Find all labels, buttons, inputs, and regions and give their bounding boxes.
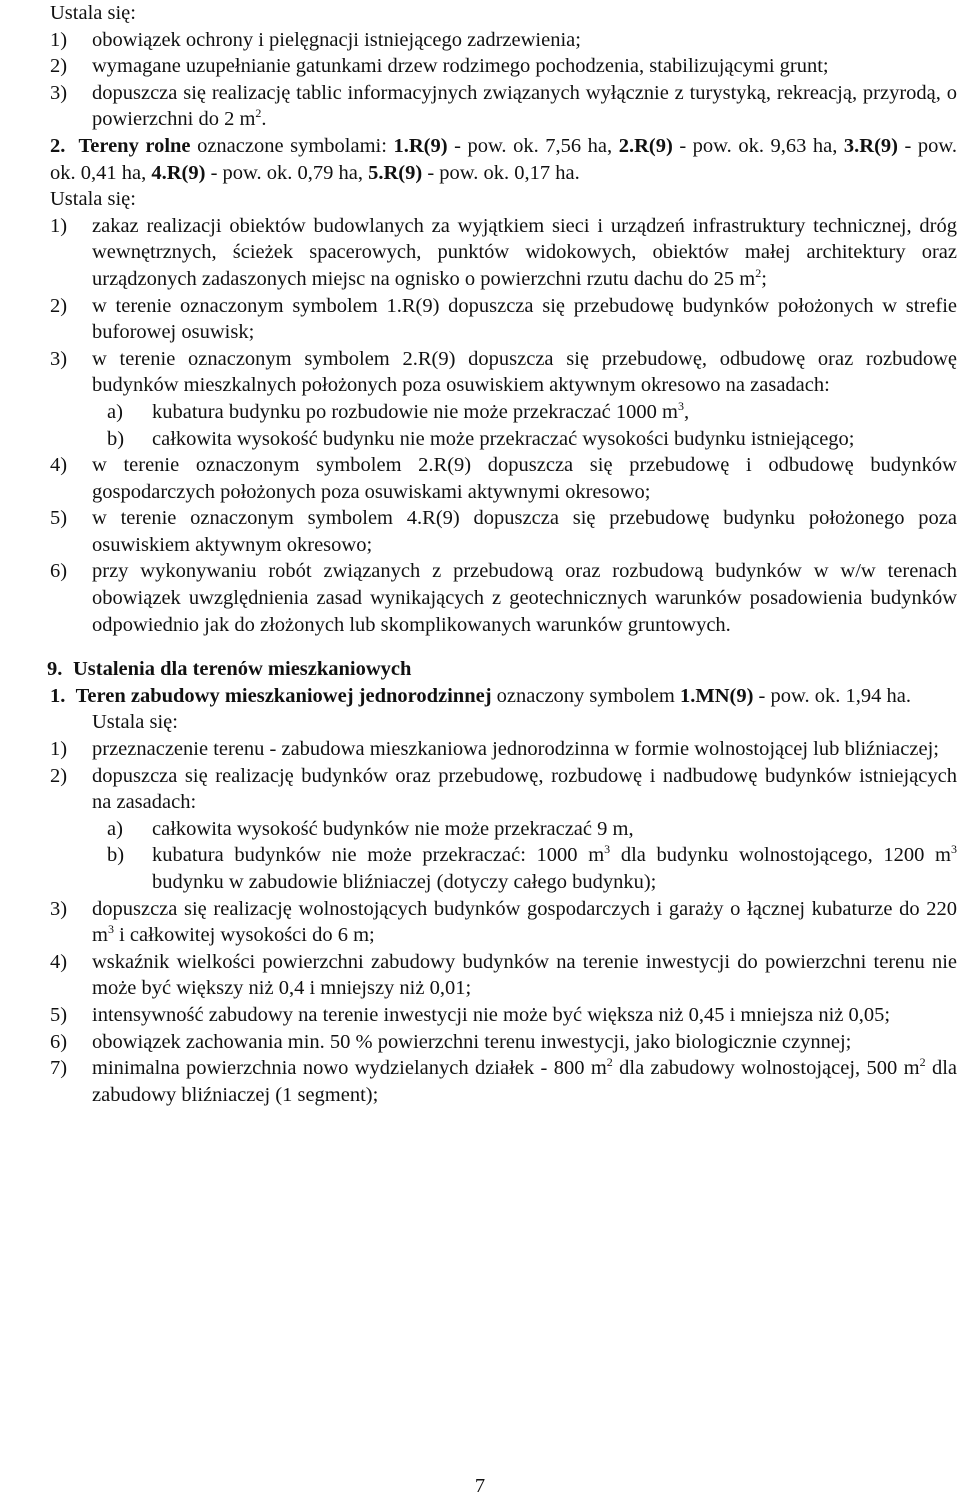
- sub-list-item: a) kubatura budynku po rozbudowie nie może przekraczać 1000 $m^3$,: [107, 399, 690, 423]
- s1-intro: Ustala się:: [50, 2, 136, 24]
- list-item: 5) intensywność zabudowy na terenie inwestycji nie może być większa niż 0,45 i mniejsza niż 0,05;: [50, 1003, 891, 1026]
- list-item: 4) w terenie oznaczonym symbolem 2.R(9) dopuszcza się przebudowę i odbudowę budynków gospodarczych położonych poza osuwiskami aktywnymi okresowo;: [50, 454, 957, 503]
- sub-list-item: b) całkowita wysokość budynku nie może przekraczać wysokości budynku istniejącego;: [107, 427, 855, 450]
- list-item: 6) przy wykonywaniu robót związanych z przebudową oraz rozbudową budynków w w/w terenach obowiązek uwzględnienia zasad wynikających z geotechnicznych warunków posadowienia budynków odpowiednio jak do złożonych lub skomplikowanych warunków gruntowych.: [50, 560, 957, 636]
- mn-intro: Ustala się:: [92, 711, 178, 734]
- list-item: 2) w terenie oznaczonym symbolem 1.R(9) dopuszcza się przebudowę budynków położonych w strefie buforowej osuwisk;: [50, 294, 957, 344]
- list-item: 2) wymagane uzupełnianie gatunkami drzew rodzimego pochodzenia, stabilizującymi grunt;: [50, 55, 829, 78]
- list-item: 2) dopuszcza się realizację budynków oraz przebudowę, rozbudowę i nadbudowę budynków istniejących na zasadach:: [50, 764, 957, 814]
- list-item: 3) dopuszcza się realizację tablic informacyjnych związanych wyłącznie z turystyką, rekreacją, przyrodą, o powierzchni do 2 $m^2$.: [50, 81, 957, 131]
- mn-heading: 1. Teren zabudowy mieszkaniowej jednorodzinnej oznaczony symbolem 1.MN(9) - pow. ok. 1,94 ha.: [50, 684, 911, 707]
- sub-list-item: b) kubatura budynków nie może przekraczać: 1000 $m^3$ dla budynku wolnostojącego, 1200 $m^3$ budynku w zabudowie bliźniaczej (dotyczy całego budynku);: [107, 842, 958, 893]
- list-item: 7) minimalna powierzchnia nowo wydzielanych działek - 800 $m^2$ dla zabudowy wolnostojącej, 500 $m^2$ dla zabudowy bliźniaczej (1 segment);: [50, 1055, 957, 1106]
- s2-heading: 2. Tereny rolne oznaczone symbolami: 1.R(9) - pow. ok. 7,56 ha, 2.R(9) - pow. ok. 9,63 ha, 3.R(9) - pow. ok. 0,41 ha, 4.R(9) - pow. ok. 0,79 ha, 5.R(9) - pow. ok. 0,17 ha.: [50, 134, 957, 184]
- list-item: 4) wskaźnik wielkości powierzchni zabudowy budynków na terenie inwestycji do powierzchni terenu nie może być większy niż 0,4 i mniejszy niż 0,01;: [50, 950, 957, 1000]
- page-number: 7: [474, 1475, 486, 1497]
- list-item: 5) w terenie oznaczonym symbolem 4.R(9) dopuszcza się przebudowę budynku położonego poza osuwiskiem aktywnym okresowo;: [50, 507, 957, 556]
- list-item: 3) dopuszcza się realizację wolnostojących budynków gospodarczych i garaży o łącznej kubaturze do 220 $m^3$ i całkowitej wysokości do 6 m;: [50, 897, 957, 947]
- list-item: 1) przeznaczenie terenu - zabudowa mieszkaniowa jednorodzinna w formie wolnostojącej lub bliźniaczej;: [50, 738, 939, 761]
- list-item: 1) obowiązek ochrony i pielęgnacji istniejącego zadrzewienia;: [50, 28, 581, 51]
- list-item: 6) obowiązek zachowania min. 50 % powierzchni terenu inwestycji, jako biologicznie czynnej;: [50, 1030, 852, 1053]
- section-9-heading: 9. Ustalenia dla terenów mieszkaniowych: [47, 658, 412, 681]
- list-item: 1) zakaz realizacji obiektów budowlanych za wyjątkiem sieci i urządzeń infrastruktury technicznej, dróg wewnętrznych, ścieżek spacerowych, punktów widokowych, obiektów małej architektury oraz urządzonych zadaszonych miejsc na ognisko o powierzchni rzutu dachu do 25 $m^2$;: [50, 214, 957, 290]
- sub-list-item: a) całkowita wysokość budynków nie może przekraczać 9 m,: [107, 817, 634, 840]
- document-page: [47, 0, 958, 1108]
- list-item: 3) w terenie oznaczonym symbolem 2.R(9) dopuszcza się przebudowę, odbudowę oraz rozbudowę budynków mieszkalnych położonych poza osuwiskiem aktywnym okresowo na zasadach:: [50, 347, 957, 397]
- s2-intro: Ustala się:: [50, 188, 136, 211]
